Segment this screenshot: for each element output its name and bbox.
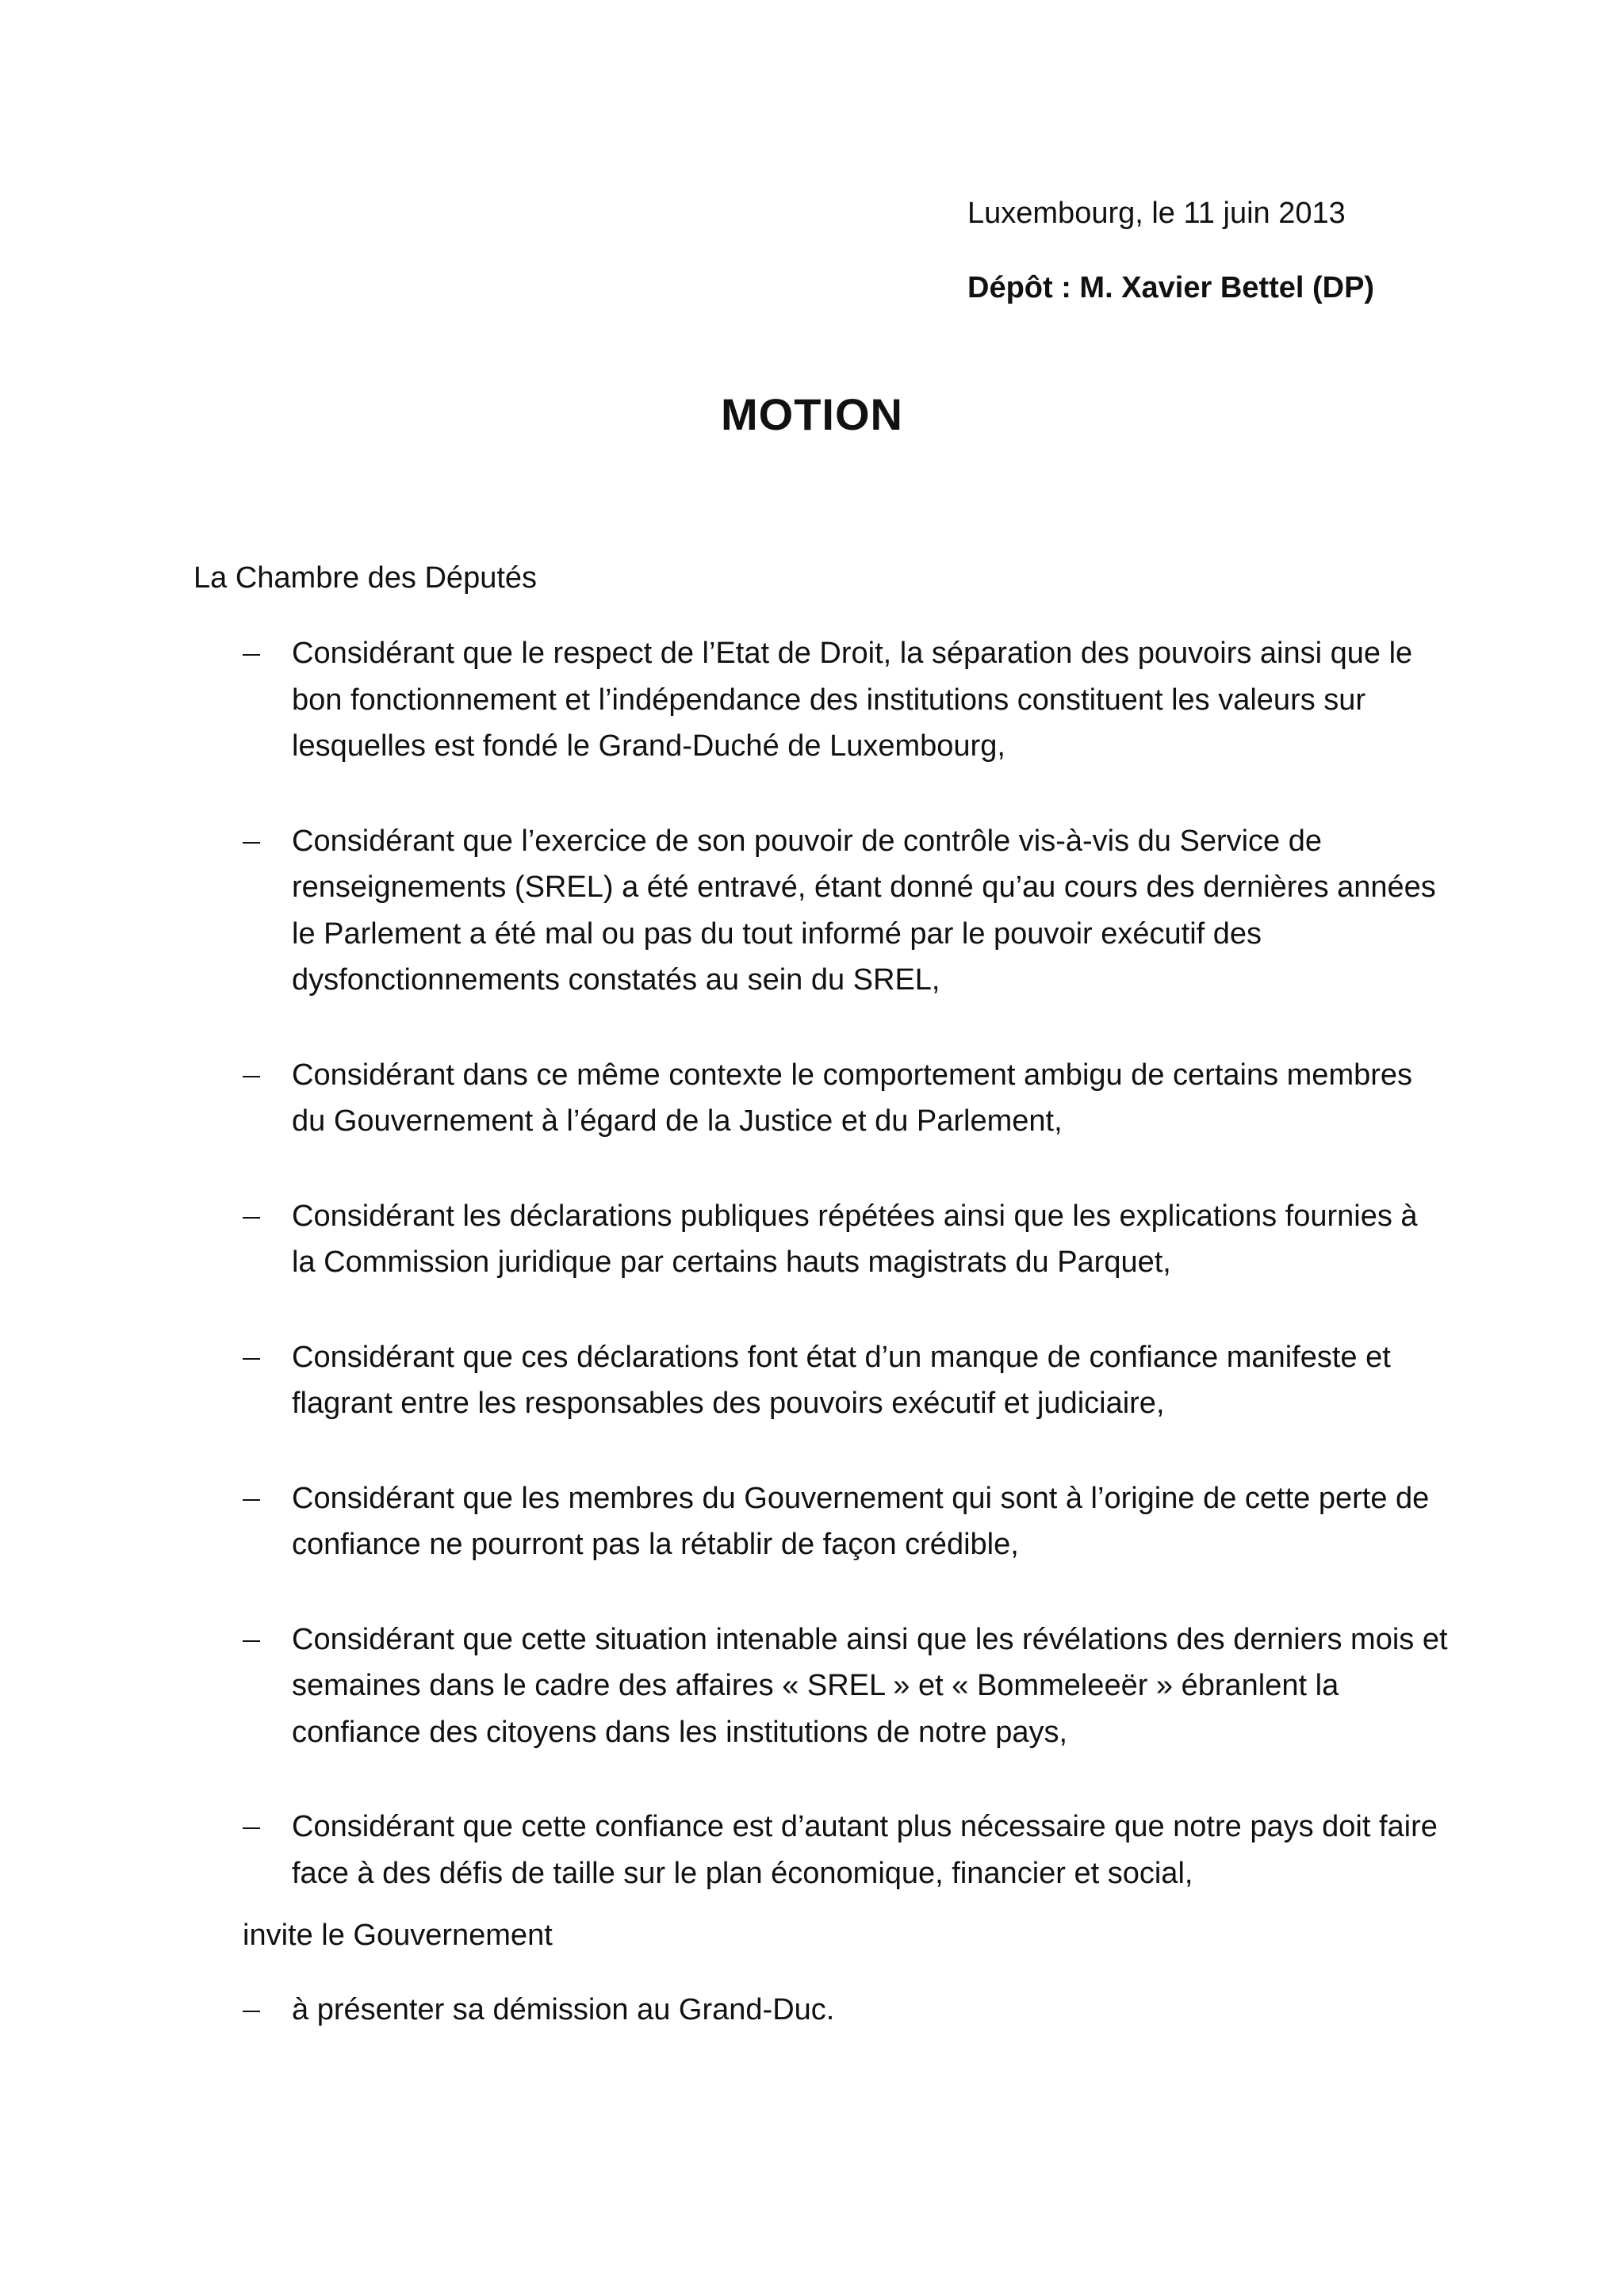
considerant-item — [243, 1617, 1448, 1756]
considerant-text: Considérant que cette confiance est d’autant plus nécessaire que notre pays doit faire face à des défis de taille sur le plan économique, financier et social, — [292, 1810, 1438, 1890]
considerant-item — [243, 1193, 1448, 1286]
considerant-item — [243, 1804, 1448, 1896]
place-date: Luxembourg, le 11 juin 2013 — [967, 197, 1346, 230]
considerant-item — [243, 1334, 1448, 1427]
considerant-item — [243, 630, 1448, 770]
considerant-text: Considérant dans ce même contexte le comportement ambigu de certains membres du Gouvernement à l’égard de la Justice et du Parlement, — [292, 1058, 1413, 1138]
invite-line: invite le Gouvernement — [243, 1919, 553, 1952]
considerant-text: Considérant les déclarations publiques répétées ainsi que les explications fournies à la Commission juridique par certains hauts magistrats du Parquet, — [292, 1199, 1418, 1279]
considerant-item — [243, 818, 1448, 1004]
final-item — [243, 1987, 1448, 2034]
header-block — [967, 190, 1522, 311]
final-items-list — [243, 1987, 1448, 2082]
considerants-list — [243, 630, 1448, 1945]
document-title: MOTION — [721, 389, 903, 439]
considerant-item — [243, 1475, 1448, 1568]
depot-line: Dépôt : M. Xavier Bettel (DP) — [967, 271, 1375, 304]
considerant-text: Considérant que ces déclarations font état d’un manque de confiance manifeste et flagrant entre les responsables des pouvoirs exécutif et judiciaire, — [292, 1340, 1391, 1420]
intro-line: La Chambre des Députés — [193, 561, 538, 595]
considerant-text: Considérant que les membres du Gouvernement qui sont à l’origine de cette perte de confiance ne pourront pas la rétablir de façon crédible, — [292, 1481, 1430, 1561]
considerant-text: Considérant que le respect de l’Etat de Droit, la séparation des pouvoirs ainsi que le bon fonctionnement et l’indépendance des institutions constituent les valeurs sur lesquelles est fondé le Grand-Duché de Luxembourg, — [292, 637, 1413, 763]
considerant-text: Considérant que l’exercice de son pouvoir de contrôle vis-à-vis du Service de renseignements (SREL) a été entravé, étant donné qu’au cours des dernières années le Parlement a été mal ou pas du tout informé par le pouvoir exécutif des dysfonctionnements constatés au sein du SREL, — [292, 824, 1436, 997]
considerant-text: Considérant que cette situation intenable ainsi que les révélations des derniers mois et semaines dans le cadre des affaires « SREL » et « Bommeleeër » ébranlent la confiance des citoyens dans les institutions de notre pays, — [292, 1622, 1448, 1749]
considerant-item — [243, 1052, 1448, 1145]
final-item-text: à présenter sa démission au Grand-Duc. — [292, 1993, 835, 2026]
